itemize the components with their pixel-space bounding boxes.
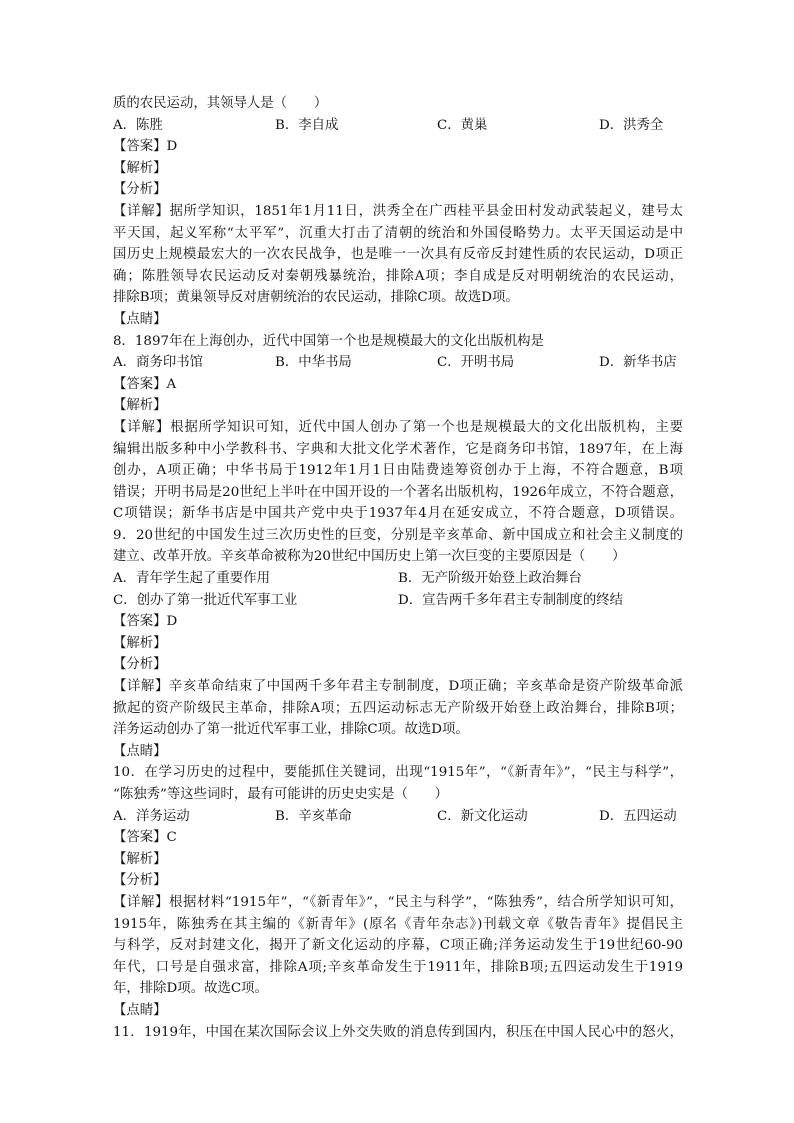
q10-answer: 【答案】C [113,830,177,846]
q7-stem: 质的农民运动，其领导人是（ ） [113,96,328,111]
q11-stem: 11．1919年，中国在某次国际会议上外交失败的消息传到国内，积压在中国人民心中的怒火， [113,1024,683,1040]
q9-options-row [113,568,683,590]
q7-option-c: C．黄巢 [437,117,488,133]
q9-detail-line: 掀起的资产阶级民主革命，排除A项；五四运动标志无产阶级开始登上政治舞台，排除B项； [113,700,683,716]
q10-jiexi-label: 【解析】 [113,851,167,867]
q7-options [113,115,683,137]
q9-option-b: B．无产阶级开始登上政治舞台 [398,571,582,587]
q10-fenxi-label: 【分析】 [113,873,167,889]
q10-stem-line: “陈独秀”等这些词时，最有可能讲的历史史实是（ ） [113,787,449,802]
q7-detail-line: 【详解】据所学知识，1851年1月11日，洪秀全在广西桂平县金田村发动武装起义，建号太 [113,203,683,219]
q10-option-a: A．洋务运动 [113,808,190,824]
q10-detail-line: 年代，口号是自强求富，排除A项;辛亥革命发生于1911年，排除B项;五四运动发生于1919 [113,959,683,975]
q8-detail-line: 编辑出版多种中小学教科书、字典和大批文化学术著作，它是商务印书馆，1897年，在上海 [113,441,683,457]
q8-detail-line: 创办，A项正确；中华书局于1912年1月1日由陆费逵筹资创办于上海，不符合题意，B项 [113,463,683,479]
q9-answer: 【答案】D [113,614,178,630]
q7-jiexi-label: 【解析】 [113,160,167,176]
q9-jiexi-label: 【解析】 [113,635,167,651]
q10-option-b: B．辛亥革命 [275,808,352,824]
q10-detail-line: 年，排除D项。故选C项。 [113,981,268,997]
q8-detail-line: 错误；开明书局是20世纪上半叶在中国开设的一个著名出版机构，1926年成立，不符合题意， [113,484,683,500]
q8-detail-line: 【详解】根据所学知识可知，近代中国人创办了第一个也是规模最大的文化出版机构，主要 [113,419,683,435]
q9-option-c: C．创办了第一批近代军事工业 [113,592,298,608]
q9-option-a: A．青年学生起了重要作用 [113,571,270,587]
q9-option-d: D．宣告两千多年君主专制制度的终结 [398,592,623,608]
q8-option-b: B．中华书局 [275,355,352,371]
q7-option-a: A．陈胜 [113,117,163,133]
q10-options [113,806,683,828]
q7-detail-line: 排除B项；黄巢领导反对唐朝统治的农民运动，排除C项。故选D项。 [113,290,519,306]
q8-jiexi-label: 【解析】 [113,398,167,414]
q7-option-d: D．洪秀全 [599,117,664,133]
q8-answer: 【答案】A [113,376,177,392]
q10-detail-line: 与科学，反对封建文化，揭开了新文化运动的序幕，C项正确;洋务运动发生于19世纪60-90 [113,938,683,954]
q9-fenxi-label: 【分析】 [113,657,167,673]
q9-options-row [113,590,683,612]
q8-stem: 8．1897年在上海创办，近代中国第一个也是规模最大的文化出版机构是 [113,333,544,349]
q10-dianjing-label: 【点睛】 [113,1002,167,1018]
q10-option-c: C．新文化运动 [437,808,528,824]
q7-detail-line: 平天国，起义军称“太平军”，沉重大打击了清朝的统治和外国侵略势力。太平天国运动是中 [113,225,683,241]
q9-detail-line: 洋务运动创办了第一批近代军事工业，排除C项。故选D项。 [113,722,469,738]
q10-stem-line: 10．在学习历史的过程中，要能抓住关键词，出现“1915年”，“《新青年》”，“民主与科学”， [113,765,683,781]
q8-detail-line: C项错误；新华书店是中国共产党中央于1937年4月在延安成立，不符合题意，D项错误。 [113,506,683,522]
q9-dianjing-label: 【点睛】 [113,743,167,759]
q8-option-a: A．商务印书馆 [113,355,204,371]
q10-option-d: D．五四运动 [599,808,677,824]
q8-option-c: C．开明书局 [437,355,515,371]
q10-detail-line: 【详解】根据材料“1915年”，“《新青年》”，“民主与科学”，“陈独秀”，结合所学知识可知， [113,894,683,910]
document-page [113,93,683,1043]
q7-answer: 【答案】D [113,139,178,155]
q7-option-b: B．李自成 [275,117,339,133]
q7-detail-line: 国历史上规模最宏大的一次农民战争，也是唯一一次具有反帝反封建性质的农民运动，D项正 [113,247,683,263]
q9-stem-line: 建立、改革开放。辛亥革命被称为20世纪中国历史上第一次巨变的主要原因是（ ） [113,549,626,565]
q9-stem-line: 9．20世纪的中国发生过三次历史性的巨变，分别是辛亥革命、新中国成立和社会主义制度的 [113,527,683,543]
q7-detail-line: 确；陈胜领导农民运动反对秦朝残暴统治，排除A项；李自成是反对明朝统治的农民运动， [113,268,683,284]
q8-options [113,352,683,374]
q7-fenxi-label: 【分析】 [113,182,167,198]
q8-option-d: D．新华书店 [599,355,677,371]
q7-dianjing-label: 【点睛】 [113,311,167,327]
q9-detail-line: 【详解】辛亥革命结束了中国两千多年君主专制制度，D项正确；辛亥革命是资产阶级革命派 [113,679,683,695]
q10-detail-line: 1915年，陈独秀在其主编的《新青年》(原名《青年杂志》)刊载文章《敬告青年》提倡民主 [113,916,683,932]
